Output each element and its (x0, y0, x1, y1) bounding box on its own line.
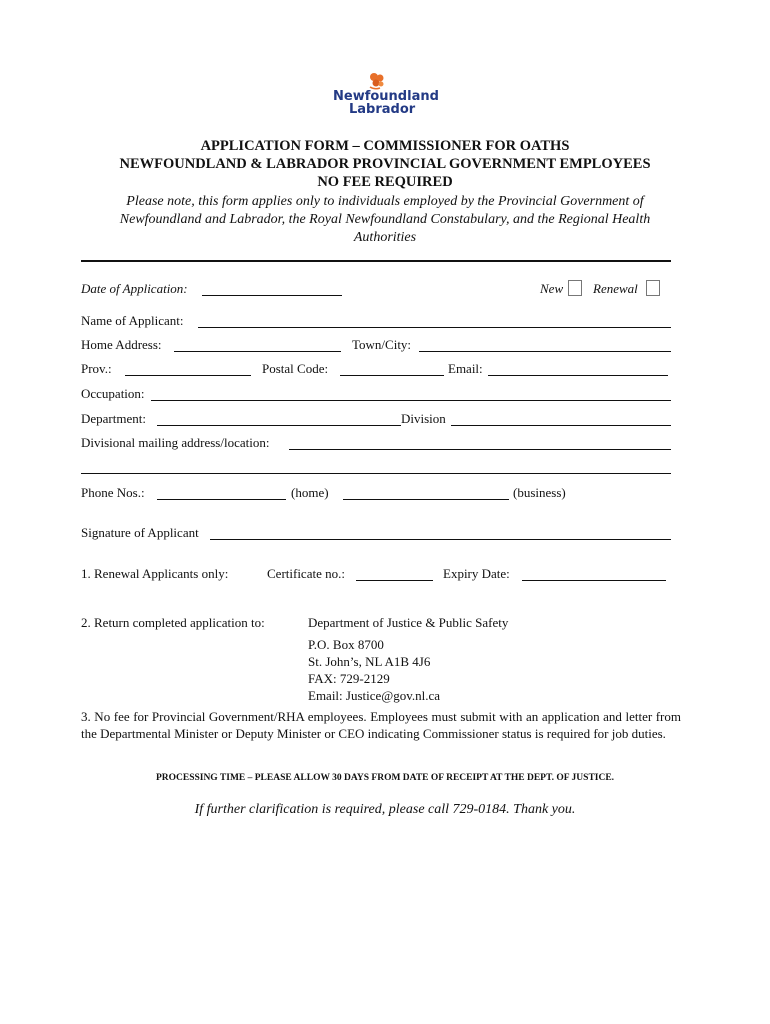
processing-time-note: PROCESSING TIME – PLEASE ALLOW 30 DAYS FROM DATE OF RECEIPT AT THE DEPT. OF JUSTICE. (155, 773, 615, 783)
email-field[interactable] (488, 375, 668, 376)
return-po-box: P.O. Box 8700 (308, 637, 384, 652)
logo-line-2: Labrador (349, 102, 416, 117)
department-field[interactable] (157, 425, 401, 426)
business-phone-label: (business) (513, 485, 566, 500)
mailing-address-field-line-2[interactable] (81, 473, 671, 474)
home-address-label: Home Address: (81, 337, 162, 352)
return-email: Email: Justice@gov.nl.ca (308, 688, 441, 703)
occupation-label: Occupation: (81, 386, 145, 401)
expiry-date-field[interactable] (522, 580, 666, 581)
form-title: APPLICATION FORM – COMMISSIONER FOR OATHS (200, 138, 570, 154)
home-phone-label: (home) (291, 485, 329, 500)
town-label: Town/City: (352, 337, 412, 352)
certificate-label: Certificate no.: (267, 566, 345, 581)
fee-note: 3. No fee for Provincial Government/RHA employees. Employees must submit with an application and letter from the Departmental Minister or Deputy Minister or CEO indicating Commissioner status is required for job duties. (81, 709, 681, 741)
form-subtitle: NEWFOUNDLAND & LABRADOR PROVINCIAL GOVERNMENT EMPLOYEES (119, 156, 651, 172)
postal-code-label: Postal Code: (262, 361, 329, 376)
return-fax: FAX: 729-2129 (308, 671, 390, 686)
date-field[interactable] (202, 295, 342, 296)
signature-label: Signature of Applicant (81, 525, 199, 540)
logo-line-1: Newfoundland (333, 89, 439, 104)
return-department: Department of Justice & Public Safety (308, 615, 509, 630)
home-address-field[interactable] (174, 351, 341, 352)
applicability-note-line-2: Newfoundland and Labrador, the Royal Newfoundland Constabulary, and the Regional Health (119, 212, 651, 227)
division-label: Division (401, 411, 446, 426)
applicability-note-line-1: Please note, this form applies only to individuals employed by the Provincial Government of (126, 194, 644, 209)
prov-field[interactable] (125, 375, 251, 376)
return-city: St. John’s, NL A1B 4J6 (308, 654, 431, 669)
mailing-address-field[interactable] (289, 449, 671, 450)
occupation-field[interactable] (151, 400, 671, 401)
renewal-label: Renewal (593, 281, 638, 296)
return-label: 2. Return completed application to: (81, 615, 265, 630)
department-label: Department: (81, 411, 146, 426)
phone-label: Phone Nos.: (81, 485, 145, 500)
home-phone-field[interactable] (157, 499, 286, 500)
email-label: Email: (448, 361, 483, 376)
mailing-address-label: Divisional mailing address/location: (81, 435, 270, 450)
renewal-checkbox[interactable] (646, 280, 660, 296)
no-fee-heading: NO FEE REQUIRED (317, 174, 453, 190)
date-label: Date of Application: (81, 281, 188, 296)
clarification-note: If further clarification is required, please call 729-0184. Thank you. (194, 802, 576, 817)
new-label: New (540, 281, 564, 296)
certificate-field[interactable] (356, 580, 433, 581)
postal-code-field[interactable] (340, 375, 444, 376)
town-field[interactable] (419, 351, 671, 352)
applicability-note-line-3: Authorities (353, 230, 417, 245)
expiry-date-label: Expiry Date: (443, 566, 510, 581)
signature-field[interactable] (210, 539, 671, 540)
business-phone-field[interactable] (343, 499, 509, 500)
division-field[interactable] (451, 425, 671, 426)
name-field[interactable] (198, 327, 671, 328)
new-checkbox[interactable] (568, 280, 582, 296)
header-divider (81, 260, 671, 262)
name-label: Name of Applicant: (81, 313, 184, 328)
renewal-applicants-label: 1. Renewal Applicants only: (81, 566, 229, 581)
prov-label: Prov.: (81, 361, 112, 376)
